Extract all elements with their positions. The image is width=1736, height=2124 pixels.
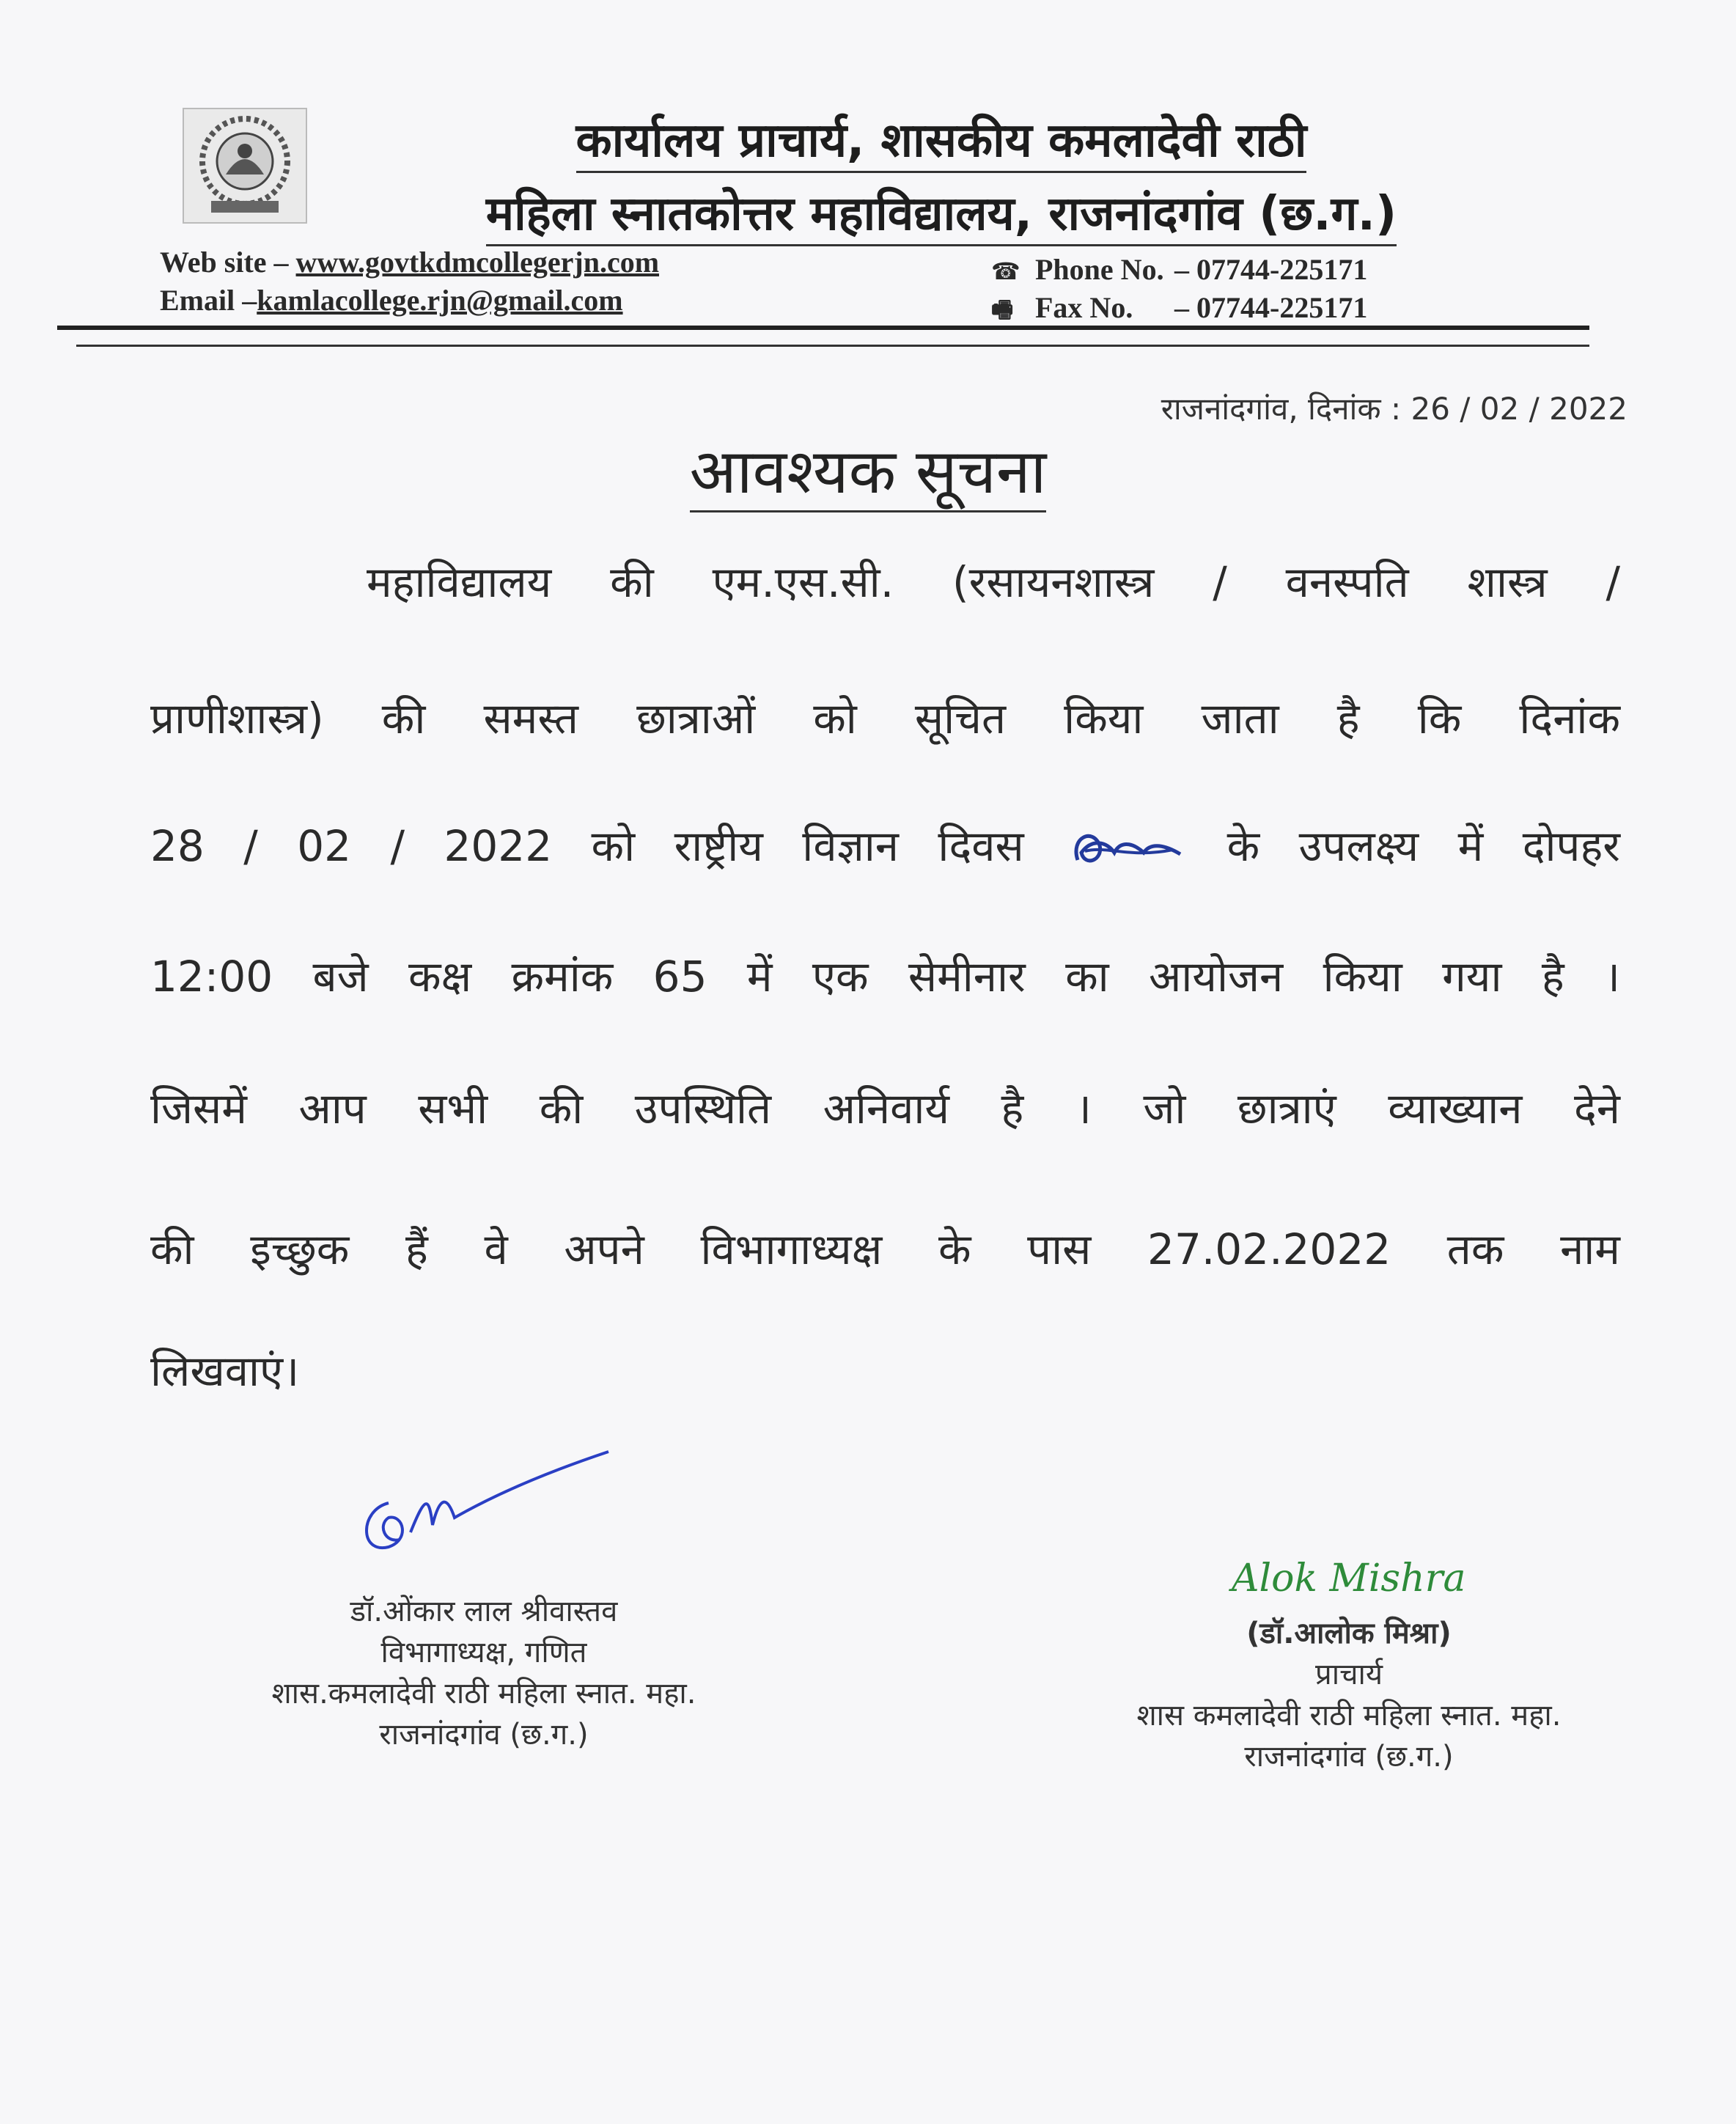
website-link[interactable]: www.govtkdmcollegerjn.com [295, 246, 660, 279]
principal-place: राजनांदगांव (छ.ग.) [1244, 1740, 1454, 1774]
notice-line-6: की इच्छुक हैं वे अपने विभागाध्यक्ष के पास 27.02.2022 तक नाम [150, 1224, 1620, 1274]
principal-designation: प्राचार्य [1314, 1658, 1383, 1691]
notice-title: आवश्यक सूचना [0, 427, 1736, 511]
hod-institution: शास.कमलादेवी राठी महिला स्नात. महा. [271, 1677, 696, 1710]
fax-icon: 🖷 [991, 295, 1014, 323]
notice-date: राजनांदगांव, दिनांक : 26 / 02 / 2022 [1161, 391, 1628, 427]
hod-signature [345, 1444, 623, 1569]
notice-line-3 [150, 815, 1620, 875]
strikeout-scribble [1063, 823, 1188, 875]
notice-line-3a: 28 / 02 / 2022 को राष्ट्रीय विज्ञान दिवस [150, 821, 1024, 871]
svg-text:Alok Mishra: Alok Mishra [1232, 1557, 1466, 1601]
notice-line-2: प्राणीशास्त्र) की समस्त छात्राओं को सूचित किया जाता है कि दिनांक [150, 694, 1620, 743]
notice-line-7: लिखवाएं। [150, 1346, 300, 1396]
principal-name: (डॉ.आलोक मिश्रा) [1246, 1617, 1452, 1650]
notice-line-4: 12:00 बजे कक्ष क्रमांक 65 में एक सेमीनार का आयोजन किया गया है । [150, 952, 1620, 1002]
principal-institution: शास कमलादेवी राठी महिला स्नात. महा. [1136, 1699, 1562, 1732]
principal-signature-block [982, 1613, 1715, 1777]
telephone-icon: ☎ [991, 257, 1020, 285]
notice-line-1: महाविद्यालय की एम.एस.सी. (रसायनशास्त्र / वनस्पति शास्त्र / [367, 557, 1620, 607]
header-divider-thin [76, 345, 1589, 347]
email-link[interactable]: kamlacollege.rjn@gmail.com [257, 284, 623, 317]
notice-line-3b: के उपलक्ष्य में दोपहर [1226, 821, 1621, 871]
phone-line: ☎ Phone No. – 07744-225171 [991, 253, 1368, 286]
hod-signature-block [117, 1591, 850, 1755]
principal-signature [1224, 1540, 1466, 1613]
hod-designation: विभागाध्यक्ष, गणित [380, 1636, 587, 1669]
notice-line-5: जिसमें आप सभी की उपस्थिति अनिवार्य है । जो छात्राएं व्याख्यान देने [150, 1084, 1620, 1133]
email-line: Email –kamlacollege.rjn@gmail.com [160, 284, 623, 317]
hod-name: डॉ.ओंकार लाल श्रीवास्तव [350, 1595, 618, 1628]
header-divider-thick [57, 326, 1589, 330]
letterhead-line-1: कार्यालय प्राचार्य, शासकीय कमलादेवी राठी [0, 106, 1736, 170]
letterhead-line-2: महिला स्नातकोत्तर महाविद्यालय, राजनांदगांव (छ.ग.) [0, 180, 1736, 243]
hod-place: राजनांदगांव (छ.ग.) [379, 1718, 589, 1752]
website-line: Web site – www.govtkdmcollegerjn.com [160, 246, 660, 279]
fax-line: 🖷 Fax No. – 07744-225171 [991, 290, 1367, 333]
